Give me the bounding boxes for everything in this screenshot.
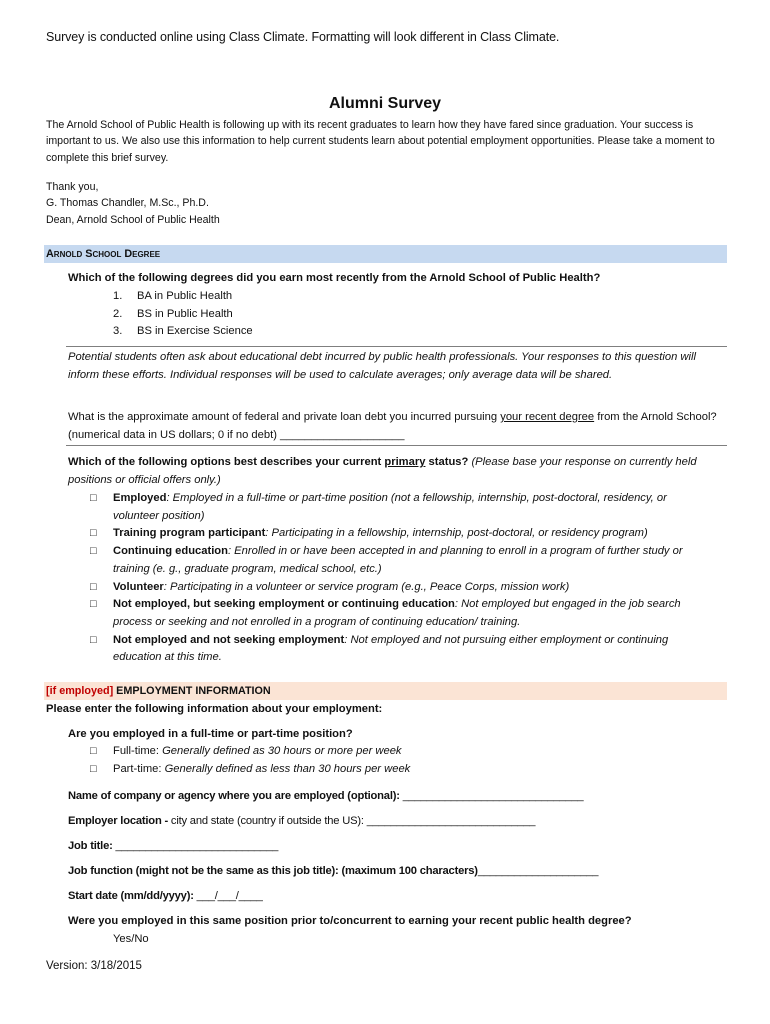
checkbox-icon[interactable]: □ <box>90 527 97 540</box>
class-climate-note: Survey is conducted online using Class Climate. Formatting will look different in Class Climate. <box>46 30 560 44</box>
section-heading-employment-text: EMPLOYMENT INFORMATION <box>113 685 271 697</box>
debt-note: Potential students often ask about educational debt incurred by public health professionals. Your responses to this question will inform these efforts. Individual responses will be used to calculate averages; only average data will be shared. <box>68 351 696 381</box>
checkbox-icon[interactable]: □ <box>90 762 97 775</box>
status-options <box>90 490 713 667</box>
section-heading-degree <box>44 245 727 263</box>
degree-option[interactable]: 2. BS in Public Health <box>113 307 233 320</box>
section-heading-degree-text: Arnold School Degree <box>46 248 161 260</box>
status-option-employed[interactable]: □ Employed: Employed in a full-time or part-time position (not a fellowship, internship, post-doctoral, residency, or volunteer position) <box>90 490 713 525</box>
signature-name: G. Thomas Chandler, M.Sc., Ph.D. <box>46 197 209 210</box>
fulltime-question: Are you employed in a full-time or part-time position? <box>68 728 353 740</box>
degree-option[interactable]: 3. BS in Exercise Science <box>113 325 253 338</box>
status-option-not-seeking[interactable]: □ Not employed and not seeking employment: Not employed and not pursuing either employment or continuing education at this time. <box>90 632 713 667</box>
start-date-field[interactable]: Start date (mm/dd/yyyy): ___/___/____ <box>68 890 263 902</box>
version-footer: Version: 3/18/2015 <box>46 960 142 972</box>
page-title: Alumni Survey <box>328 95 442 112</box>
debt-question[interactable]: What is the approximate amount of federal and private loan debt you incurred pursuing your recent degree from the Arnold School? (numerical data in US dollars; 0 if no debt) ____________________ <box>68 411 717 441</box>
company-field[interactable]: Name of company or agency where you are employed (optional): ______________________________ <box>68 790 584 802</box>
degree-question: Which of the following degrees did you earn most recently from the Arnold School of Public Health? <box>68 272 601 284</box>
checkbox-icon[interactable]: □ <box>90 545 97 558</box>
intro-paragraph: The Arnold School of Public Health is following up with its recent graduates to learn how they have fared since graduation. Your success is important to us. We also use this information to help current students learn about potential employment opportunities. Please take a moment to complete this brief survey. <box>46 119 715 164</box>
checkbox-icon[interactable]: □ <box>90 580 97 593</box>
checkbox-icon[interactable]: □ <box>90 492 97 504</box>
option-full-time[interactable]: □ Full-time: Generally defined as 30 hours or more per week <box>90 743 410 761</box>
fulltime-options <box>90 743 410 778</box>
status-question: Which of the following options best describes your current primary status? (Please base your response on currently held positions or official offers only.) <box>68 456 697 486</box>
signature-block <box>46 179 220 228</box>
option-part-time[interactable]: □ Part-time: Generally defined as less than 30 hours per week <box>90 761 410 779</box>
status-option-volunteer[interactable]: □ Volunteer: Participating in a volunteer or service program (e.g., Peace Corps, mission work) <box>90 579 713 597</box>
job-function-field[interactable]: Job function (might not be the same as this job title): (maximum 100 characters)____________________ <box>68 865 599 877</box>
status-option-continuing-education[interactable]: □ Continuing education: Enrolled in or have been accepted in and planning to enroll in a program of further study or training (e. g., graduate program, medical school, etc.) <box>90 543 713 578</box>
checkbox-icon[interactable]: □ <box>90 633 97 646</box>
section-heading-employment <box>44 682 727 700</box>
degree-options <box>113 288 253 341</box>
conditional-tag: [if employed] <box>46 685 114 697</box>
prior-employment-question: Were you employed in this same position prior to/concurrent to earning your recent public health degree? <box>68 915 632 927</box>
signature-role: Dean, Arnold School of Public Health <box>46 213 220 226</box>
employment-instruction: Please enter the following information about your employment: <box>46 703 383 715</box>
signature-thanks: Thank you, <box>46 181 99 193</box>
location-field[interactable]: Employer location - city and state (country if outside the US): ____________________________ <box>68 815 536 827</box>
degree-option[interactable]: 1. BA in Public Health <box>113 290 233 302</box>
status-option-seeking[interactable]: □ Not employed, but seeking employment or continuing education: Not employed but engaged in the job search process or seeking and not enrolled in a program of continuing education/ training. <box>90 596 713 631</box>
status-option-training[interactable]: □ Training program participant: Participating in a fellowship, internship, post-doctoral, or residency program) <box>90 525 713 543</box>
divider <box>66 445 727 446</box>
job-title-field[interactable]: Job title: ___________________________ <box>68 840 279 852</box>
prior-employment-answer[interactable]: Yes/No <box>113 933 149 945</box>
divider <box>66 346 727 347</box>
checkbox-icon[interactable]: □ <box>90 745 97 757</box>
checkbox-icon[interactable]: □ <box>90 598 97 611</box>
